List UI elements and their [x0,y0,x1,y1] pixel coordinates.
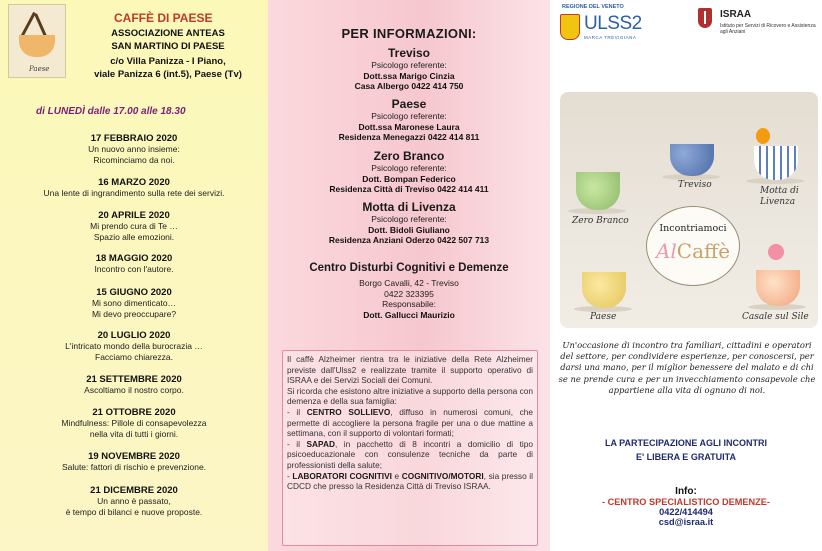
event-date: 21 OTTOBRE 2020 [92,407,176,418]
label-paese: Paese [590,312,617,322]
box-item-laboratori: - LABORATORI COGNITIVI e COGNITIVO/MOTORI, sia presso il CDCD che presso la Residenza Città di Treviso ISRAA. [287,470,533,492]
item-text: , sia presso il CDCD che presso la Residenza Città di Treviso ISRAA. [287,470,533,492]
location-place: Residenza Città di Treviso 0422 414 411 [329,184,489,194]
info-heading: Info: [675,486,697,497]
org-name: ASSOCIAZIONE ANTEAS [111,28,225,39]
item-title: LABORATORI COGNITIVI [292,470,392,481]
event-text: Salute: fattori di rischio e prevenzione. [61,462,207,472]
event-text: Ascoltiamo il nostro corpo. [84,385,184,395]
event-item [0,133,268,166]
item-title: COGNITIVO/MOTORI [401,470,484,481]
label-casale: Casale sul Sile [742,312,809,322]
cdcd-address: Borgo Cavalli, 42 - Treviso [359,278,459,288]
location-person: Dott. Bompan Federico [362,173,456,184]
event-date: 19 NOVEMBRE 2020 [88,451,180,462]
event-text: L'intricato mondo della burocrazia … [65,341,203,351]
info-email[interactable]: csd@israa.it [658,517,714,527]
teacup-motta-body [754,146,798,180]
location-role: Psicologo referente: [371,163,447,173]
event-item [0,485,268,518]
info-phone: 0422/414494 [659,507,713,517]
event-text: Mi sono dimenticato… [91,298,177,308]
teacup-paese [582,272,626,308]
event-text: Mindfulness: Pillole di consapevolezza [61,418,207,428]
location-treviso [268,46,550,92]
teacup-zero-branco [576,172,620,210]
location-zero-branco [268,149,550,195]
event-text: Spazio alle emozioni. [93,232,175,242]
location-place: Residenza Menegazzi 0422 414 811 [338,132,480,142]
location-person: Dott. Bidoli Giuliano [368,224,450,235]
event-text: Mi prendo cura di Te … [90,221,178,231]
location-place: Residenza Anziani Oderzo 0422 507 713 [328,235,490,245]
location-person: Dott.ssa Marigo Cinzia [363,70,455,81]
label-motta: Motta di Livenza [760,186,799,207]
cdcd-person: Dott. Gallucci Maurizio [363,309,455,320]
event-date: 20 APRILE 2020 [98,210,170,221]
participation-line-1: LA PARTECIPAZIONE AGLI INCONTRI [605,438,767,448]
event-item [0,330,268,363]
event-text: Incontro con l'autore. [94,264,174,274]
cdcd-block [268,262,550,320]
location-name: Zero Branco [373,149,445,163]
ulss-sub: MARCA TREVIGIANA [584,35,637,40]
item-title: SAPAD [306,438,335,449]
item-text: , diffuso in numerosi comuni, che permette di accogliere la persona fragile per una o due mattine a settimana, con il supporto di volontari formati; [287,406,533,439]
coffee-cup-image [8,4,66,78]
info-block [550,486,822,527]
crest-icon [698,8,712,28]
title-card [646,206,740,286]
card-title: Incontriamoci [659,223,727,234]
location-name: Treviso [387,46,431,60]
event-text: nella vita di tutti i giorni. [89,429,179,439]
location-role: Psicologo referente: [371,111,447,121]
event-date: 21 SETTEMBRE 2020 [86,374,182,385]
location-paese [268,97,550,143]
event-text: Ricominciamo da noi. [93,155,175,165]
location-role: Psicologo referente: [371,214,447,224]
left-panel [0,0,268,551]
info-heading: PER INFORMAZIONI: [341,26,477,41]
event-date: 16 MARZO 2020 [98,177,170,188]
card-subtitle [647,239,739,263]
event-date: 15 GIUGNO 2020 [96,287,172,298]
card-al: Al [655,239,677,263]
hero-illustration [560,92,818,328]
shield-icon [560,14,580,40]
event-text: Facciamo chiarezza. [95,352,173,362]
right-panel [550,0,822,551]
event-text: Un nuovo anno insieme: [88,144,180,154]
teacup-casale [756,270,800,306]
address-line-2: viale Panizza 6 (int.5), Paese (Tv) [94,69,242,80]
thumb-label: Paese [29,65,50,73]
label-zero-branco: Zero Branco [572,216,629,226]
location-motta [268,200,550,246]
box-item-sapad: - il SAPAD, in pacchetto di 8 incontri a domicilio di tipo psicoeducazionale con consulenze tecniche da parte di professionisti della salute; [287,438,534,470]
org-name-2: SAN MARTINO DI PAESE [111,41,225,52]
event-item [0,451,268,473]
event-text: è tempo di bilanci e nuove proposte. [65,507,203,517]
box-paragraph-1: Il caffè Alzheimer rientra tra le iniziative della Rete Alzheimer previste dall'Ulss2 e realizzate tramite il supporto operativo di ISRAA e dei Servizi Sociali dei Comuni. [287,354,533,386]
israa-sub: Istituto per Servizi di Ricovero e Assistenza agli Anziani [720,23,816,35]
box-paragraph-2: Si ricorda che esistono altre iniziative a supporto della persona con demenza e della sua famiglia: [287,385,533,407]
event-item [0,177,268,199]
event-item [0,287,268,320]
address-line-1: c/o Villa Panizza - I Piano, [110,56,226,67]
flower-icon [768,244,784,260]
event-item [0,407,268,440]
ulss2-logo [560,4,662,42]
ulss-name: ULSS2 [584,13,642,34]
item-title: CENTRO SOLLIEVO [306,406,391,417]
event-item [0,374,268,396]
event-text: Una lente di ingrandimento sulla rete dei servizi. [43,188,225,198]
teacup-motta [756,128,770,144]
event-text: Un anno è passato, [97,496,171,506]
cdcd-name: Centro Disturbi Cognitivi e Demenze [309,262,509,274]
teacup-treviso [670,144,714,176]
israa-logo [698,8,818,44]
item-text: e [391,470,402,481]
intro-text: Un'occasione di incontro tra familiari, cittadini e operatori del settore, per condividere esperienze, per conoscersi, per darsi una mano, per il miglior benessere del malato e di chi se ne prende cura e per un invecchiamento consapevole che appartiene alla vita di ognuno di noi. [558,340,816,395]
location-place: Casa Albergo 0422 414 750 [354,81,464,91]
middle-panel [268,0,550,551]
location-role: Psicologo referente: [371,60,447,70]
cdcd-role: Responsabile: [382,299,436,309]
event-date: 17 FEBBRAIO 2020 [90,133,178,144]
location-name: Paese [391,97,427,111]
event-item [0,253,268,275]
item-text: , in pacchetto di 8 incontri a domicilio di tipo psicoeducazionale con consulenze tecniche da parte di professionisti della salute; [287,438,534,470]
event-item [0,210,268,243]
event-date: 18 MAGGIO 2020 [95,253,173,264]
cdcd-phone: 0422 323395 [384,288,434,299]
israa-name: ISRAA [720,9,752,20]
event-date: 20 LUGLIO 2020 [97,330,171,341]
participation-line-2: E' LIBERA E GRATUITA [636,452,736,462]
event-text: Mi devo preoccupare? [91,309,177,319]
label-treviso: Treviso [678,180,712,190]
ulss-region: REGIONE DEL VENETO [562,4,624,10]
card-caffe: Caffè [676,239,731,263]
cafe-title: CAFFÈ DI PAESE [114,11,213,25]
location-person: Dott.ssa Maronese Laura [358,121,460,132]
event-date: 21 DICEMBRE 2020 [90,485,178,496]
info-textbox [282,350,538,546]
location-name: Motta di Livenza [362,200,456,214]
schedule: di LUNEDÌ dalle 17.00 alle 18.30 [36,106,186,117]
box-item-sollievo: - il CENTRO SOLLIEVO, diffuso in numerosi comuni, che permette di accogliere la persona fragile per una o due mattine a settimana, con il supporto di volontari formati; [287,406,533,439]
info-center: - CENTRO SPECIALISTICO DEMENZE- [602,497,770,507]
